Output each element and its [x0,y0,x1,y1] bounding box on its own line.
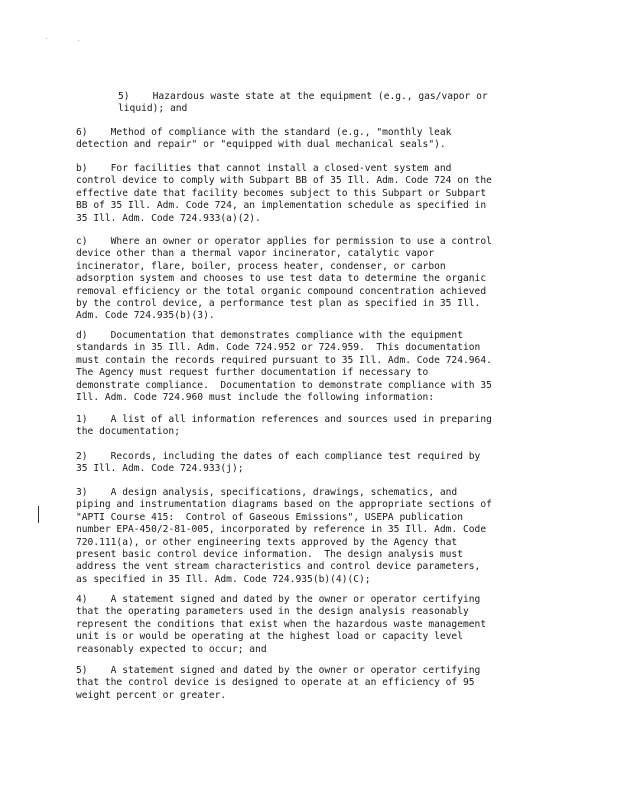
paragraph-b: b) For facilities that cannot install a closed-vent system and control device to comply with Subpart BB of 35 Ill. Adm. Code 724 on the effective date that facility becomes subject to this Subpart or Subpart BB of 35 Ill. Adm. Code 724, an implementation schedule as specified in 35 Ill. Adm. Code 724.933(a)(2). [76,163,492,224]
paragraph-d2: 2) Records, including the dates of each compliance test required by 35 Ill. Adm. Code 724.933(j); [76,451,481,475]
paragraph-a6: 6) Method of compliance with the standard (e.g., "monthly leak detection and repair" or "equipped with dual mechanical seals"). [76,127,452,151]
paragraph-d: d) Documentation that demonstrates compliance with the equipment standards in 35 Ill. Adm. Code 724.952 or 724.959. This documentation must contain the records required pursuant to 35 Ill. Adm. Code 724.964. The Agency must request further documentation if necessary to demonstrate compliance. Documentation to demonstrate compliance with 35 Ill. Adm. Code 724.960 must include the following information: [76,330,492,404]
paragraph-d4: 4) A statement signed and dated by the owner or operator certifying that the operating parameters used in the design analysis reasonably represent the conditions that exist when the hazardous waste management unit is or would be operating at the highest load or capacity level reasonably expected to occur; and [76,594,487,655]
paragraph-d5: 5) A statement signed and dated by the owner or operator certifying that the control device is designed to operate at an efficiency of 95 weight percent or greater. [76,665,481,701]
scan-speck [46,38,47,39]
paragraph-d1: 1) A list of all information references and sources used in preparing the documentation; [76,414,492,438]
revision-margin-bar [38,506,39,523]
paragraph-a5: 5) Hazardous waste state at the equipment (e.g., gas/vapor or liquid); and [118,91,488,115]
scan-speck [78,40,79,41]
paragraph-c: c) Where an owner or operator applies for permission to use a control device other than a thermal vapor incinerator, catalytic vapor incinerator, flare, boiler, process heater, condenser, or carbon adsorption system and chooses to use test data to determine the organic removal efficiency or the total organic compound concentration achieved by the control device, a performance test plan as specified in 35 Ill. Adm. Code 724.935(b)(3). [76,236,492,322]
paragraph-d3: 3) A design analysis, specifications, drawings, schematics, and piping and instrumentation diagrams based on the appropriate sections of "APTI Course 415: Control of Gaseous Emissions", USEPA publication number EPA-450/2-81-005, incorporated by reference in 35 Ill. Adm. Code 720.111(a), or other engineering texts approved by the Agency that present basic control device information. The design analysis must address the vent stream characteristics and control device parameters, as specified in 35 Ill. Adm. Code 724.935(b)(4)(C); [76,487,492,585]
